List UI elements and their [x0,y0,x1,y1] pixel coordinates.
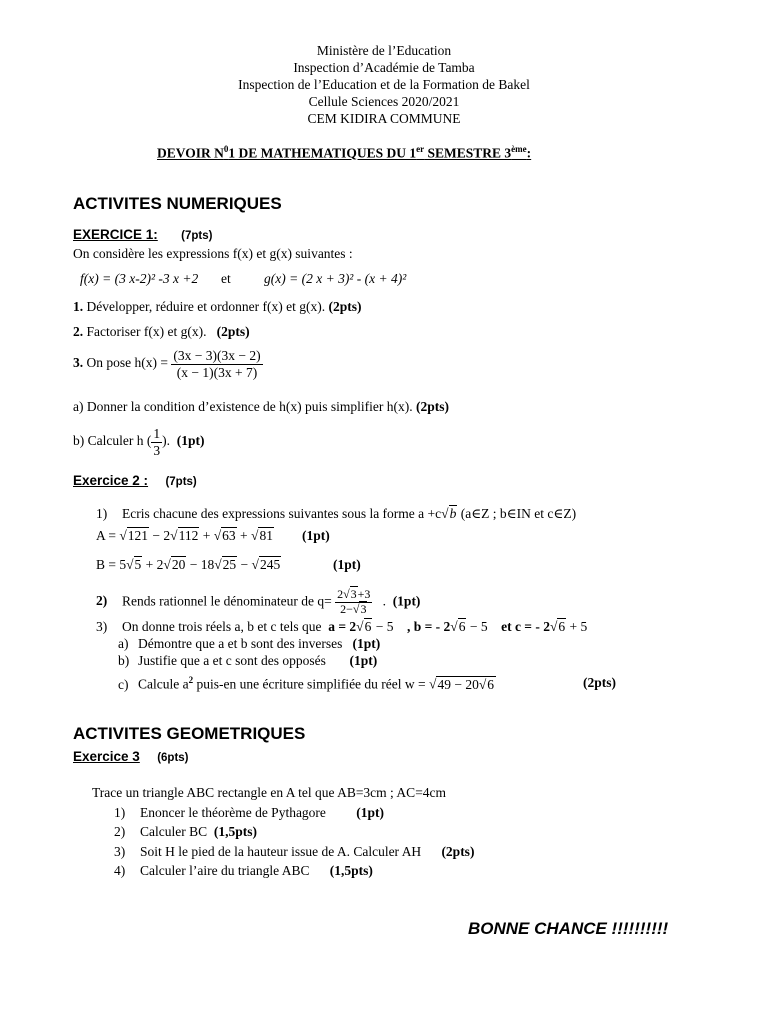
ex1-et: et [221,271,231,286]
ex1-f-expression: f(x) = (3 x-2)² -3 x +2 [80,271,199,286]
ex3-intro: Trace un triangle ABC rectangle en A tel que AB=3cm ; AC=4cm [92,785,447,800]
header-academy: Inspection d’Académie de Tamba [293,60,475,75]
header-ministry: Ministère de l’Education [316,43,452,58]
ex1-question1: 1. Développer, réduire et ordonner f(x) et g(x). (2pts) [73,299,362,314]
exercise3-title: Exercice 3 [73,749,140,764]
h-fraction: $\frac{(3x - 3)(3x - 2)}{(x - 1)(3x + 7)}$ [173,348,261,380]
ex2-expression-B: B = 5√5 + 2√20 − 18√25 − √245 [96,557,281,572]
exercise1-header [73,227,212,243]
ex2-question2: 2) Rends rationnel le dénominateur de q= $\frac{2√3+3}{2-√3}$ . (1pt) [96,587,421,616]
ex3-item: 4) Calculer l’aire du triangle ABC (1,5pts) [114,863,373,878]
devoir-title: DEVOIR $N^01$ DE MATHEMATIQUES DU 1er SEMESTRE 3ème: [157,144,532,161]
ex2-question3a: a) Démontre que a et b sont des inverses (1pt) [118,636,381,651]
ex1-question3a: a) Donner la condition d’existence de h(x) puis simplifier h(x). (2pts) [73,399,450,414]
exercise2-title: Exercice 2 : [73,473,149,488]
header-inspection: Inspection de l’Education et de la Formation de Bakel [238,77,530,92]
ex1-question2: 2. Factoriser f(x) et g(x). (2pts) [73,324,250,339]
exercise3-header [73,749,189,765]
exercise2-header [73,473,197,489]
closing-message: BONNE CHANCE !!!!!!!!!! [468,919,669,938]
ex2-3c-points: (2pts) [583,675,616,690]
exercise3-points: (6pts) [157,752,189,764]
ex2-question3: 3) On donne trois réels a, b et c tels que a = 2√6 − 5 , b = - 2√6 − 5 et c = - 2√6 + 5 [96,619,588,634]
exercise1-points: (7pts) [181,230,213,242]
ex2-question3c: c) Calcule $a^2$ puis-en une écriture simplifiée du réel w = √49 − 20√6 [118,675,494,692]
ex2-question1: 1) Ecris chacune des expressions suivantes sous la forme a +c√b (a∈Z ; b∈IN et c∈Z) [96,506,577,521]
ex1-g-expression: g(x) = (2 x + 3)² - (x + 4)² [264,271,407,286]
ex2-expression-A: A = √121 − 2√112 + √63 + √81 [96,528,273,543]
section-numeric: ACTIVITES NUMERIQUES [73,194,282,213]
exercise1-title: EXERCICE 1: [73,227,158,242]
section-geometric: ACTIVITES GEOMETRIQUES [73,724,306,743]
ex2-B-points: (1pt) [333,557,361,572]
ex1-question3: 3. On pose h(x) = $\frac{(3x - 3)(3x - 2)}{(x - 1)(3x + 7)}$ [73,348,261,380]
ex1-intro: On considère les expressions f(x) et g(x) suivantes : [73,246,353,261]
ex2-A-points: (1pt) [302,528,330,543]
header-school: CEM KIDIRA COMMUNE [307,111,461,126]
ex3-item: 1) Enoncer le théorème de Pythagore (1pt) [114,805,385,820]
ex3-item: 2) Calculer BC (1,5pts) [114,824,257,839]
exercise2-points: (7pts) [165,476,197,488]
header-cell: Cellule Sciences 2020/2021 [308,94,460,109]
ex1-question3b: b) Calculer h ( $\frac{1}{3}$ ). (1pt) [73,426,205,458]
ex3-item: 3) Soit H le pied de la hauteur issue de A. Calculer AH (2pts) [114,844,475,859]
ex2-question3b: b) Justifie que a et c sont des opposés (1pt) [118,653,378,668]
